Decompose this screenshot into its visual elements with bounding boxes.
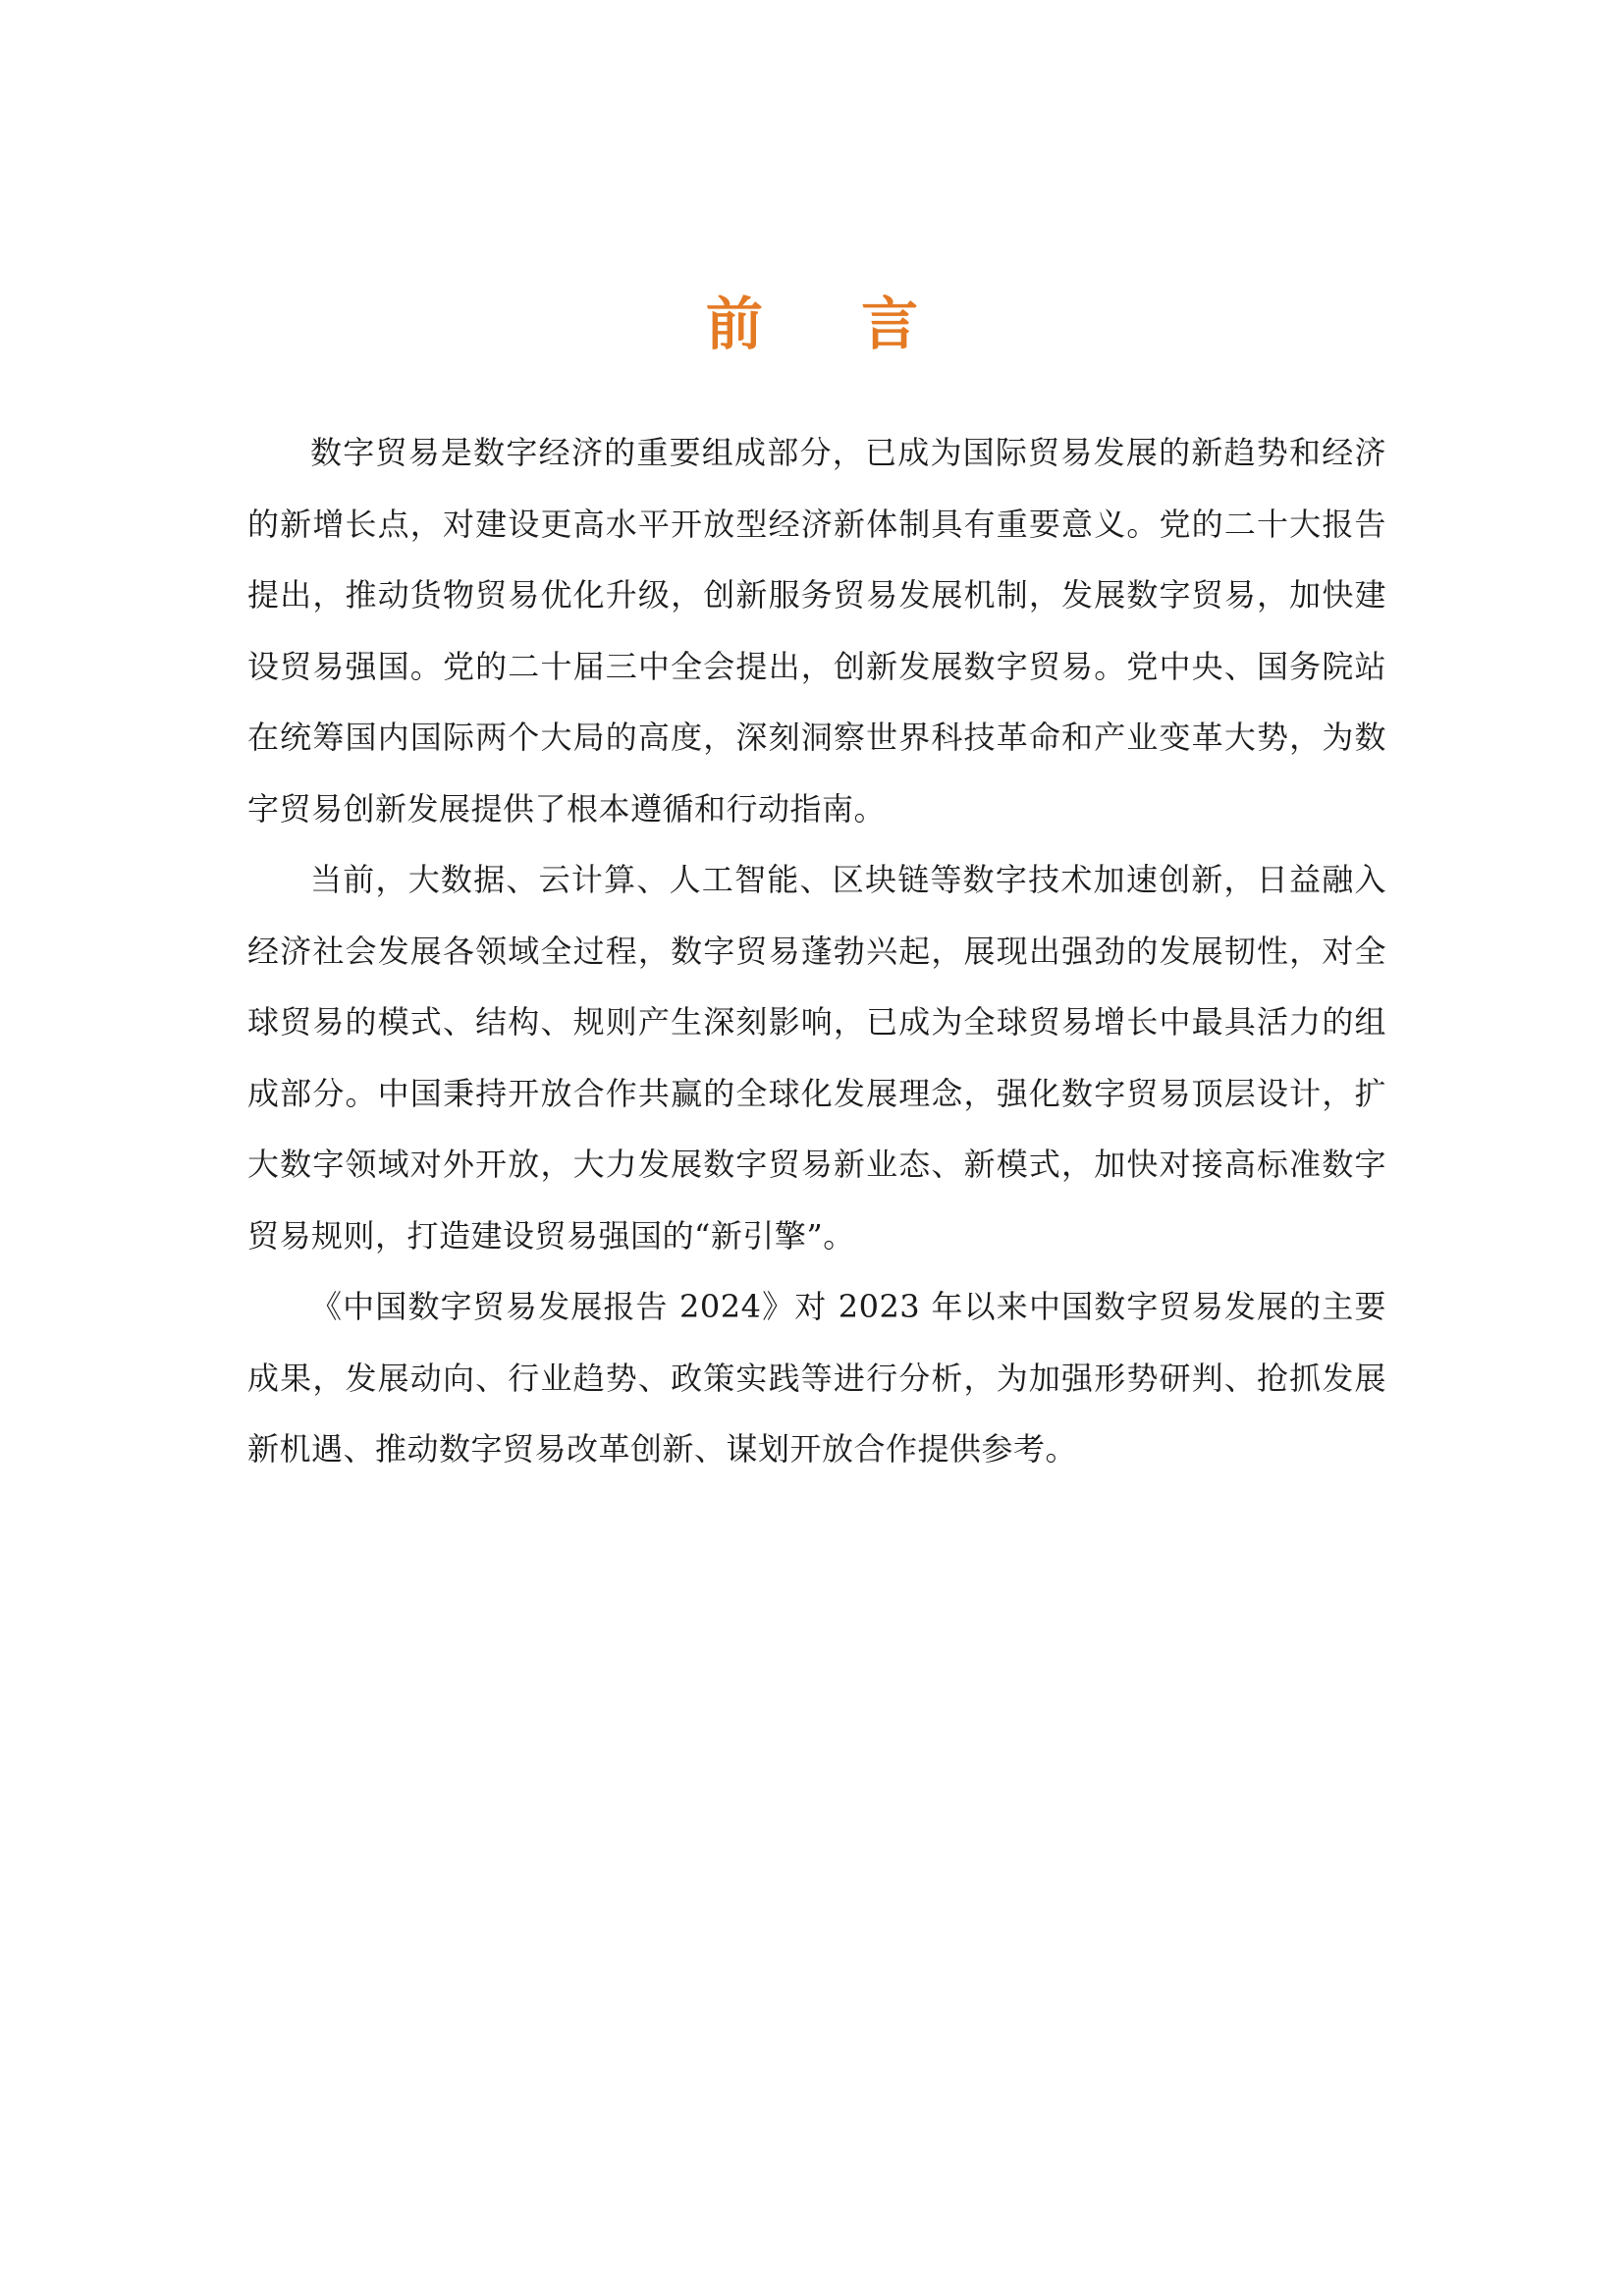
paragraph-2: 当前，大数据、云计算、人工智能、区块链等数字技术加速创新，日益融入经济社会发展各领域全过程，数字贸易蓬勃兴起，展现出强劲的发展韧性，对全球贸易的模式、结构、规则产生深刻影响，已成为全球贸易增长中最具活力的组成部分。中国秉持开放合作共赢的全球化发展理念，强化数字贸易顶层设计，扩大数字领域对外开放，大力发展数字贸易新业态、新模式，加快对接高标准数字贸易规则，打造建设贸易强国的“新引擎”。 <box>247 861 1386 1255</box>
paragraph-1: 数字贸易是数字经济的重要组成部分，已成为国际贸易发展的新趋势和经济的新增长点，对建设更高水平开放型经济新体制具有重要意义。党的二十大报告提出，推动货物贸易优化升级，创新服务贸易发展机制，发展数字贸易，加快建设贸易强国。党的二十届三中全会提出，创新发展数字贸易。党中央、国务院站在统筹国内国际两个大局的高度，深刻洞察世界科技革命和产业变革大势，为数字贸易创新发展提供了根本遵循和行动指南。 <box>247 434 1386 828</box>
preface-body <box>247 417 1386 1485</box>
page-title: 前 言 <box>705 290 958 357</box>
paragraph-3: 《中国数字贸易发展报告 2024》对 2023 年以来中国数字贸易发展的主要成果，发展动向、行业趋势、政策实践等进行分析，为加强形势研判、抢抓发展新机遇、推动数字贸易改革创新、谋划开放合作提供参考。 <box>247 1288 1386 1468</box>
